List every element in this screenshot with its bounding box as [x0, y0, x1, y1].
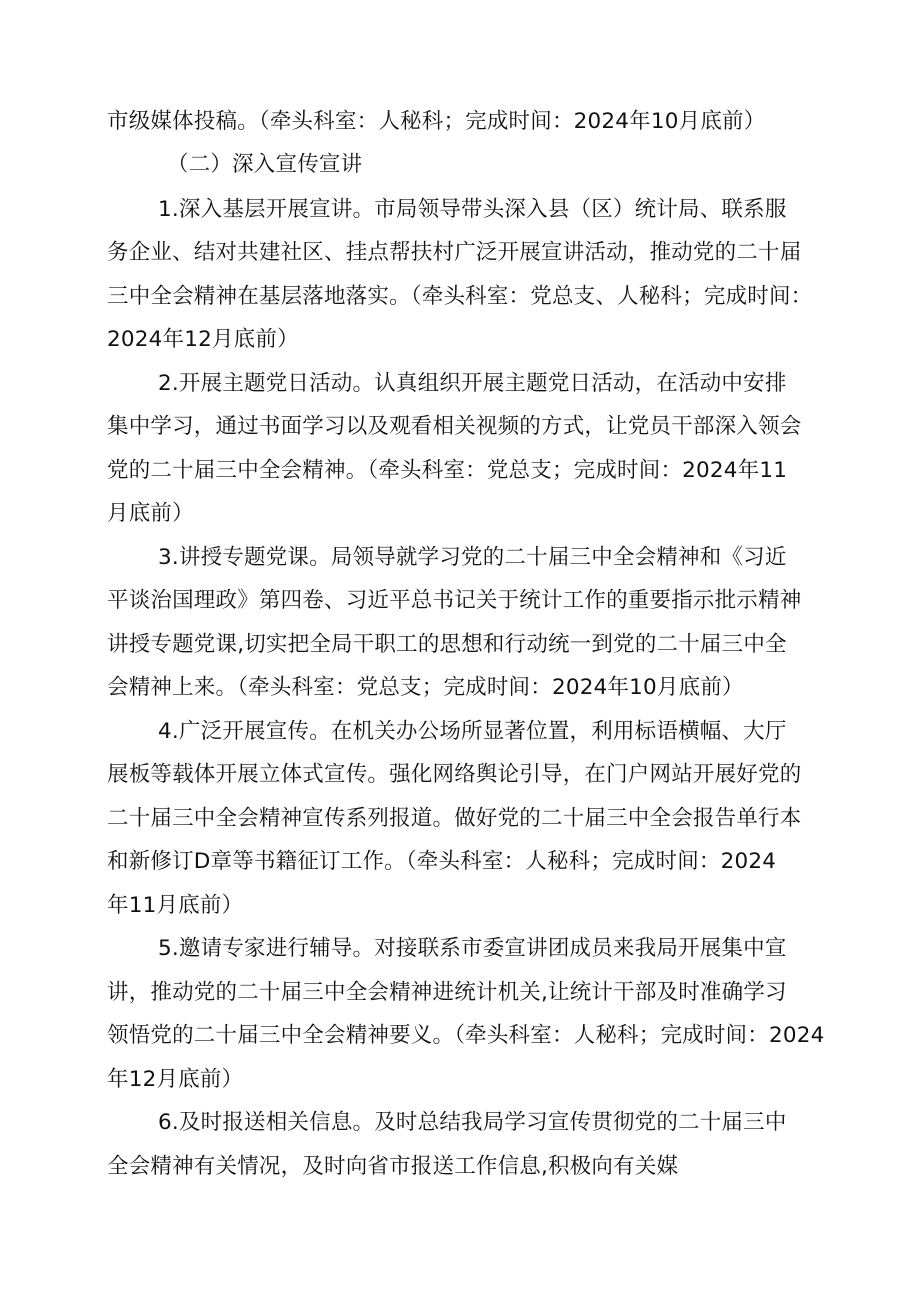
text-line: 和新修订D章等书籍征订工作。（牵头科室：人秘科；完成时间：2024: [107, 849, 777, 874]
text-line: 集中学习，通过书面学习以及观看相关视频的方式，让党员干部深入领会: [107, 414, 802, 439]
text-line: 5.邀请专家进行辅导。对接联系市委宣讲团成员来我局开展集中宣: [158, 936, 787, 961]
text-line: 务企业、结对共建社区、挂点帮扶村广泛开展宣讲活动，推动党的二十届: [107, 240, 802, 265]
text-line: 三中全会精神在基层落地落实。（牵头科室：党总支、人秘科；完成时间：: [107, 284, 813, 309]
section-heading: （二）深入宣传宣讲: [167, 152, 363, 177]
text-line: 月底前）: [107, 501, 194, 526]
text-line: 年12月底前）: [107, 1067, 244, 1092]
text-line: 全会精神有关情况，及时向省市报送工作信息,积极向有关媒: [107, 1154, 679, 1179]
text-line: 平谈治国理政》第四卷、习近平总书记关于统计工作的重要指示批示精神: [107, 588, 802, 613]
text-line: 领悟党的二十届三中全会精神要义。（牵头科室：人秘科；完成时间：2024: [107, 1023, 825, 1048]
text-line: 党的二十届三中全会精神。（牵头科室：党总支；完成时间：2024年11: [107, 458, 788, 483]
text-line: 展板等载体开展立体式宣传。强化网络舆论引导，在门户网站开展好党的: [107, 762, 802, 787]
text-line: 讲授专题党课,切实把全局干职工的思想和行动统一到党的二十届三中全: [107, 632, 787, 657]
text-line: 4.广泛开展宣传。在机关办公场所显著位置，利用标语横幅、大厅: [158, 719, 787, 744]
text-line: 2024年12月底前）: [107, 327, 299, 352]
text-line: 1.深入基层开展宣讲。市局领导带头深入县（区）统计局、联系服: [158, 197, 787, 222]
text-line: 讲，推动党的二十届三中全会精神进统计机关,让统计干部及时准确学习: [107, 980, 787, 1005]
text-line: 3.讲授专题党课。局领导就学习党的二十届三中全会精神和《习近: [158, 545, 787, 570]
text-line: 年11月底前）: [107, 893, 244, 918]
text-line: 二十届三中全会精神宣传系列报道。做好党的二十届三中全会报告单行本: [107, 806, 802, 831]
text-line: 6.及时报送相关信息。及时总结我局学习宣传贯彻党的二十届三中: [158, 1110, 787, 1135]
text-line: 市级媒体投稿。（牵头科室：人秘科；完成时间：2024年10月底前）: [107, 109, 766, 134]
text-line: 2.开展主题党日活动。认真组织开展主题党日活动，在活动中安排: [158, 371, 787, 396]
text-line: 会精神上来。（牵头科室：党总支；完成时间：2024年10月底前）: [107, 675, 744, 700]
